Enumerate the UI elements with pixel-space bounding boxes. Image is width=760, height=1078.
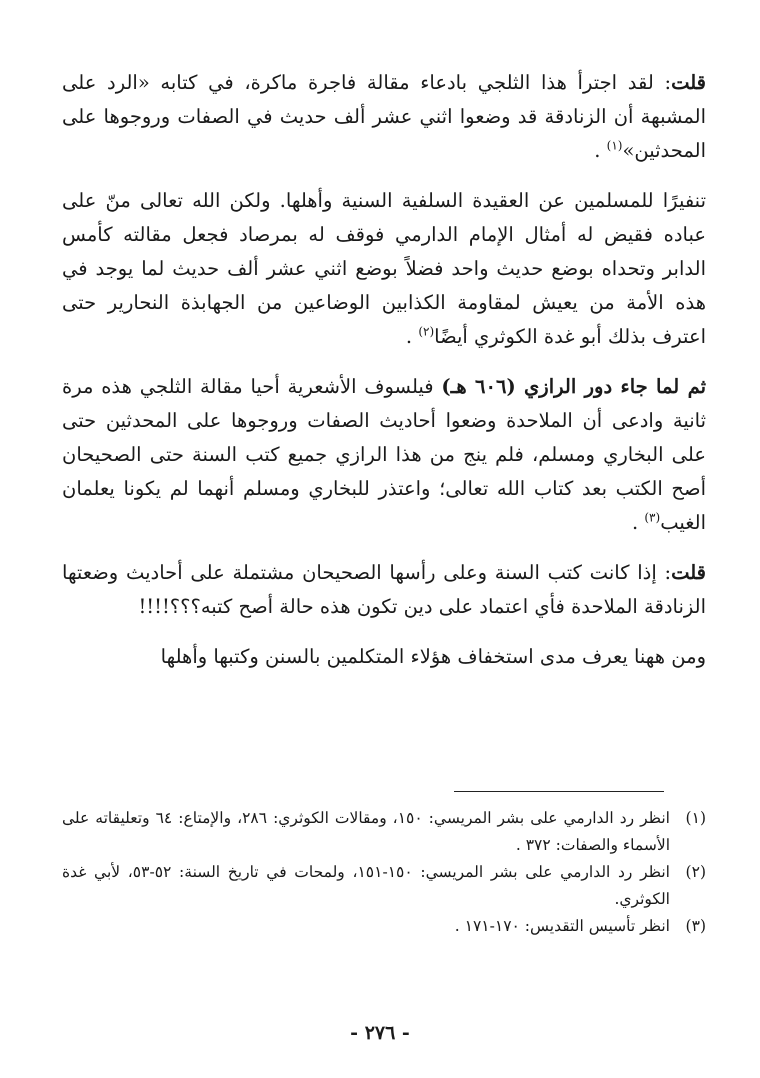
- paragraph-end: .: [631, 511, 645, 534]
- footnote-number: (٢): [685, 863, 706, 881]
- page-number: - ٢٧٦ -: [350, 1022, 410, 1044]
- footnote-number: (٣): [685, 917, 706, 935]
- footnote-2: [62, 859, 706, 913]
- paragraph-text: ومن ههنا يعرف مدى استخفاف هؤلاء المتكلمين بالسنن وكتبها وأهلها: [160, 645, 706, 668]
- paragraph-2: [62, 184, 706, 354]
- paragraph-text: فيلسوف الأشعرية أحيا مقالة الثلجي هذه مرة ثانية وادعى أن الملاحدة وضعوا أحاديث الصفات وروجوها على المحدثين حتى على البخاري ومسلم، فلم ينج من هذا الرازي جميع كتب السنة حتى الصحيحان أصح الكتب بعد كتاب الله تعالى؛ واعتذر للبخاري ومسلم أنهما لم يكونا يعلمان الغيب: [62, 375, 706, 534]
- footnotes-section: [62, 805, 706, 940]
- paragraph-5: [62, 640, 706, 674]
- main-text: [62, 66, 706, 690]
- footnote-number: (١): [685, 809, 706, 827]
- paragraph-text: تنفيرًا للمسلمين عن العقيدة السلفية السنية وأهلها. ولكن الله تعالى منّ على عباده فقيض له أمثال الإمام الدارمي فوقف له بمرصاد فجعل مقالته كأمس الدابر وتحداه بوضع حديث واحد فضلاً بوضع اثني عشر ألف حديث لما يوجد في هذه الأمة من يعيش لمقاومة الكذابين الوضاعين من الجهابذة النحارير حتى اعترف بذلك أبو غدة الكوثري أيضًا: [62, 189, 706, 348]
- footnote-text: انظر رد الدارمي على بشر المريسي: ١٥٠-١٥١، ولمحات في تاريخ السنة: ٥٢-٥٣، لأبي غدة الكوثري.: [62, 863, 670, 908]
- footnote-text: انظر رد الدارمي على بشر المريسي: ١٥٠، ومقالات الكوثري: ٢٨٦، والإمتاع: ٦٤ وتعليقاته على الأسماء والصفات: ٣٧٢ .: [62, 809, 670, 854]
- footnote-1: [62, 805, 706, 859]
- footnote-reference[interactable]: (٣): [644, 510, 661, 525]
- paragraph-1: [62, 66, 706, 168]
- paragraph-text: : إذا كانت كتب السنة وعلى رأسها الصحيحان مشتملة على أحاديث وضعتها الزنادقة الملاحدة فأي اعتماد على دين تكون هذه حالة أصح كتبه؟؟؟!!!!: [62, 561, 706, 618]
- footnote-reference[interactable]: (٢): [418, 324, 435, 339]
- footnote-divider: [454, 791, 664, 792]
- paragraph-end: .: [405, 325, 419, 348]
- footnote-reference[interactable]: (١): [606, 138, 623, 153]
- footnote-text: انظر تأسيس التقديس: ١٧٠-١٧١ .: [454, 917, 670, 935]
- paragraph-end: .: [594, 139, 607, 162]
- paragraph-label: قلت: [671, 561, 706, 584]
- footnote-3: [62, 913, 706, 940]
- paragraph-text: : لقد اجترأ هذا الثلجي بادعاء مقالة فاجرة ماكرة، في كتابه «الرد على المشبهة أن الزنادقة قد وضعوا اثني عشر ألف حديث في الصفات وروجوها على المحدثين»: [62, 71, 706, 162]
- paragraph-bold-run: ثم لما جاء دور الرازي (٦٠٦ هـ): [441, 375, 706, 398]
- paragraph-4: [62, 556, 706, 624]
- paragraph-label: قلت: [671, 71, 706, 94]
- paragraph-3: [62, 370, 706, 540]
